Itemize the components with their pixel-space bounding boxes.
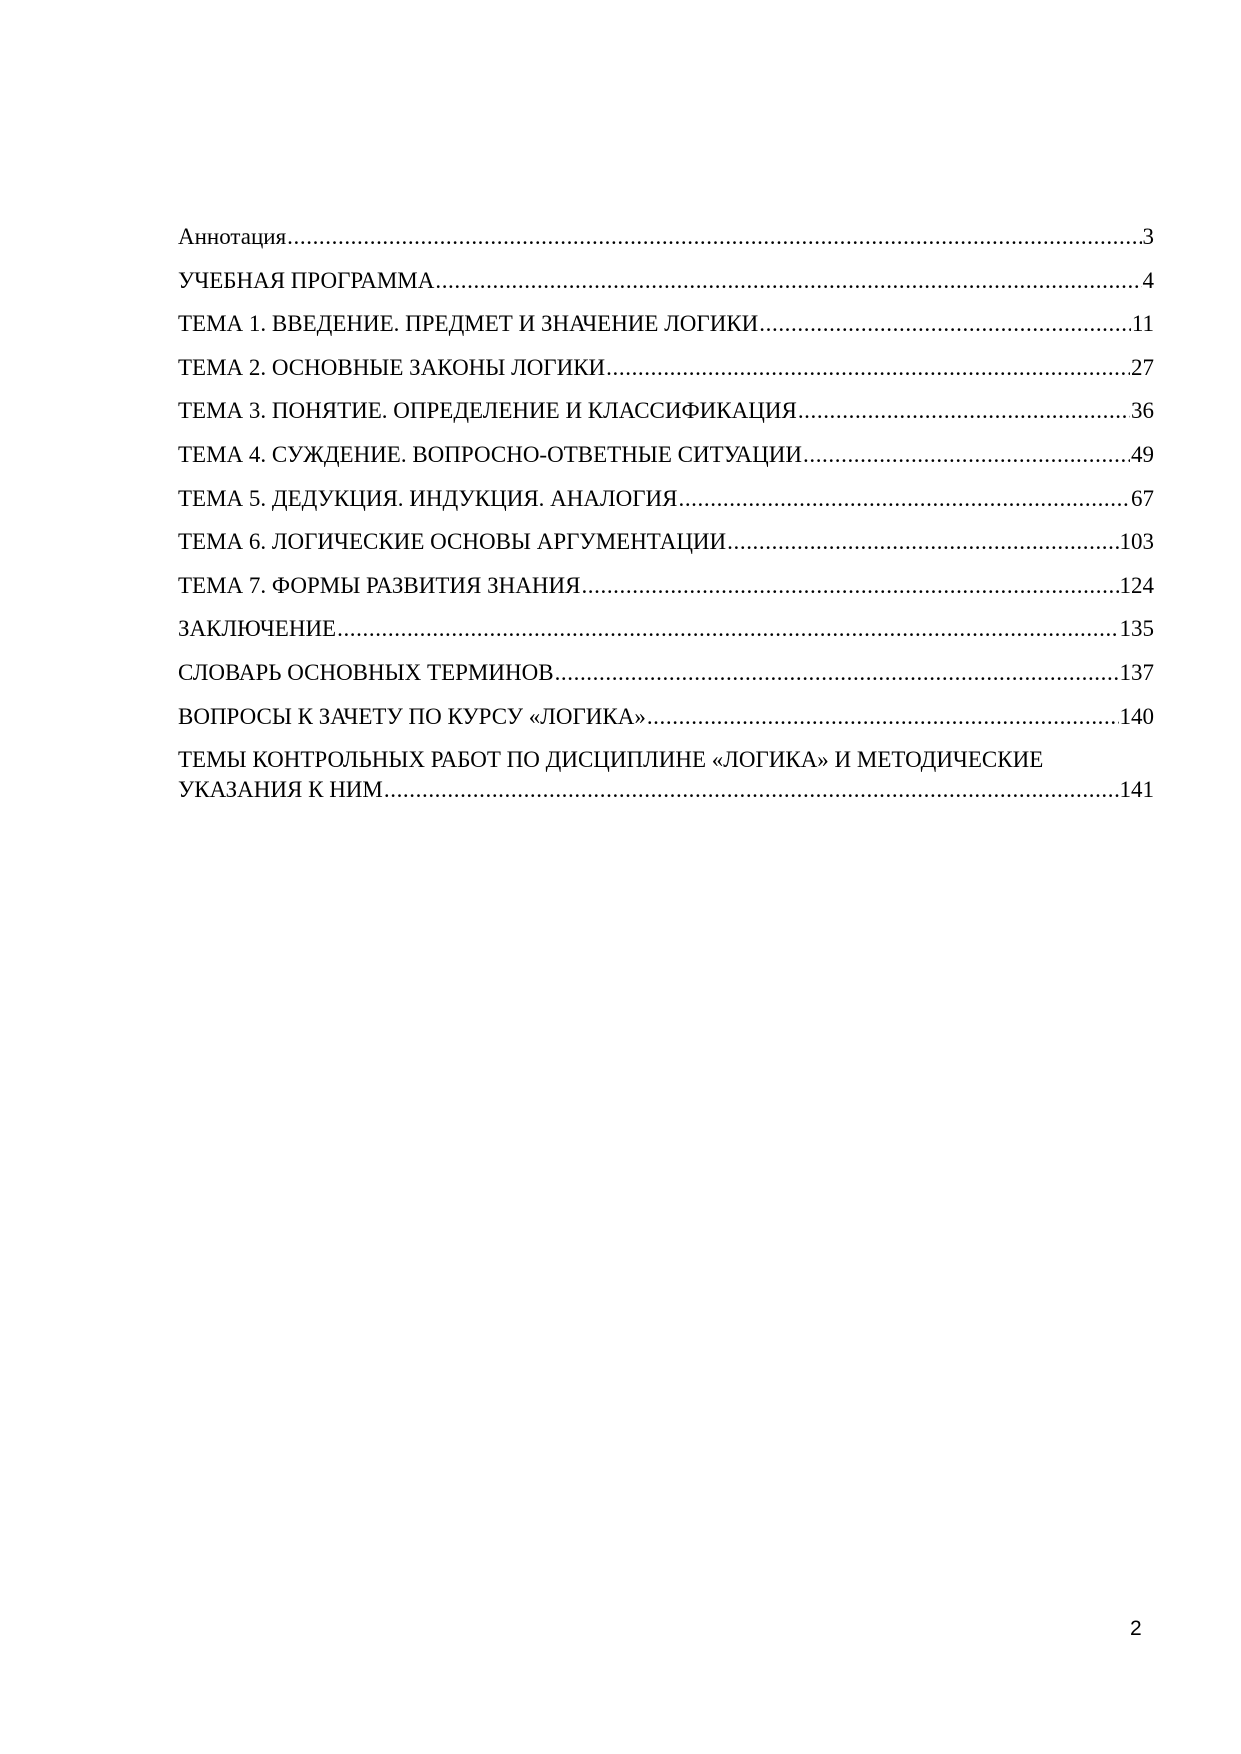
toc-entry-title: ТЕМА 3. ПОНЯТИЕ. ОПРЕДЕЛЕНИЕ И КЛАССИФИКАЦИЯ <box>178 398 797 424</box>
toc-entry-page: 135 <box>1119 616 1154 642</box>
toc-entry-title: ТЕМА 7. ФОРМЫ РАЗВИТИЯ ЗНАНИЯ <box>178 572 581 598</box>
toc-entry-page: 36 <box>1131 398 1154 424</box>
toc-entry-title: ЗАКЛЮЧЕНИЕ <box>178 616 337 642</box>
table-of-contents <box>178 222 1154 819</box>
toc-entry[interactable] <box>178 266 1154 296</box>
toc-entry[interactable] <box>178 745 1154 805</box>
toc-dot-leader <box>647 702 1119 732</box>
toc-entry-title: ТЕМА 6. ЛОГИЧЕСКИЕ ОСНОВЫ АРГУМЕНТАЦИИ <box>178 529 727 555</box>
toc-entry-title: ТЕМА 4. СУЖДЕНИЕ. ВОПРОСНО-ОТВЕТНЫЕ СИТУАЦИИ <box>178 441 802 467</box>
page-number: 2 <box>1130 1617 1142 1640</box>
toc-entry-title: УЧЕБНАЯ ПРОГРАММА <box>178 267 435 293</box>
toc-entry[interactable] <box>178 440 1154 470</box>
toc-dot-leader <box>678 484 1130 514</box>
toc-entry-second-line <box>178 775 1154 805</box>
toc-dot-leader <box>727 527 1118 557</box>
toc-entry[interactable] <box>178 658 1154 688</box>
toc-entry-page: 103 <box>1119 529 1154 555</box>
toc-entry-page: 4 <box>1142 267 1154 293</box>
toc-entry-title: ТЕМА 5. ДЕДУКЦИЯ. ИНДУКЦИЯ. АНАЛОГИЯ <box>178 485 678 511</box>
toc-entry-page: 137 <box>1119 659 1154 685</box>
toc-entry[interactable] <box>178 396 1154 426</box>
toc-entry-title: ТЕМА 1. ВВЕДЕНИЕ. ПРЕДМЕТ И ЗНАЧЕНИЕ ЛОГИКИ <box>178 311 759 337</box>
toc-entry-page: 141 <box>1119 777 1154 803</box>
toc-dot-leader <box>337 614 1118 644</box>
toc-entry-page: 49 <box>1131 441 1154 467</box>
toc-dot-leader <box>384 775 1119 805</box>
toc-dot-leader <box>555 658 1119 688</box>
toc-entry[interactable] <box>178 222 1154 252</box>
toc-dot-leader <box>803 440 1130 470</box>
toc-entry[interactable] <box>178 702 1154 732</box>
toc-entry-page: 124 <box>1119 572 1154 598</box>
toc-entry-title: ВОПРОСЫ К ЗАЧЕТУ ПО КУРСУ «ЛОГИКА» <box>178 703 646 729</box>
toc-entry[interactable] <box>178 353 1154 383</box>
toc-entry[interactable] <box>178 614 1154 644</box>
toc-dot-leader <box>798 396 1130 426</box>
toc-dot-leader <box>759 309 1131 339</box>
toc-entry-title: ТЕМЫ КОНТРОЛЬНЫХ РАБОТ ПО ДИСЦИПЛИНЕ «ЛОГИКА» И МЕТОДИЧЕСКИЕ <box>178 747 1044 773</box>
toc-entry-page: 140 <box>1119 703 1154 729</box>
toc-entry[interactable] <box>178 309 1154 339</box>
toc-entry-title: ТЕМА 2. ОСНОВНЫЕ ЗАКОНЫ ЛОГИКИ <box>178 354 606 380</box>
toc-entry-first-line <box>178 745 1154 775</box>
toc-entry-page: 27 <box>1131 354 1154 380</box>
toc-entry-page: 3 <box>1142 224 1154 249</box>
toc-entry[interactable] <box>178 527 1154 557</box>
toc-dot-leader <box>581 571 1118 601</box>
toc-entry-page: 67 <box>1131 485 1154 511</box>
toc-entry-title: СЛОВАРЬ ОСНОВНЫХ ТЕРМИНОВ <box>178 659 554 685</box>
toc-entry-page: 11 <box>1131 311 1154 337</box>
toc-entry-title-continued: УКАЗАНИЯ К НИМ <box>178 777 383 803</box>
toc-entry[interactable] <box>178 484 1154 514</box>
toc-dot-leader <box>287 222 1141 252</box>
toc-dot-leader <box>435 266 1141 296</box>
toc-dot-leader <box>606 353 1130 383</box>
toc-entry-title: Аннотация <box>178 224 287 249</box>
toc-entry[interactable] <box>178 571 1154 601</box>
